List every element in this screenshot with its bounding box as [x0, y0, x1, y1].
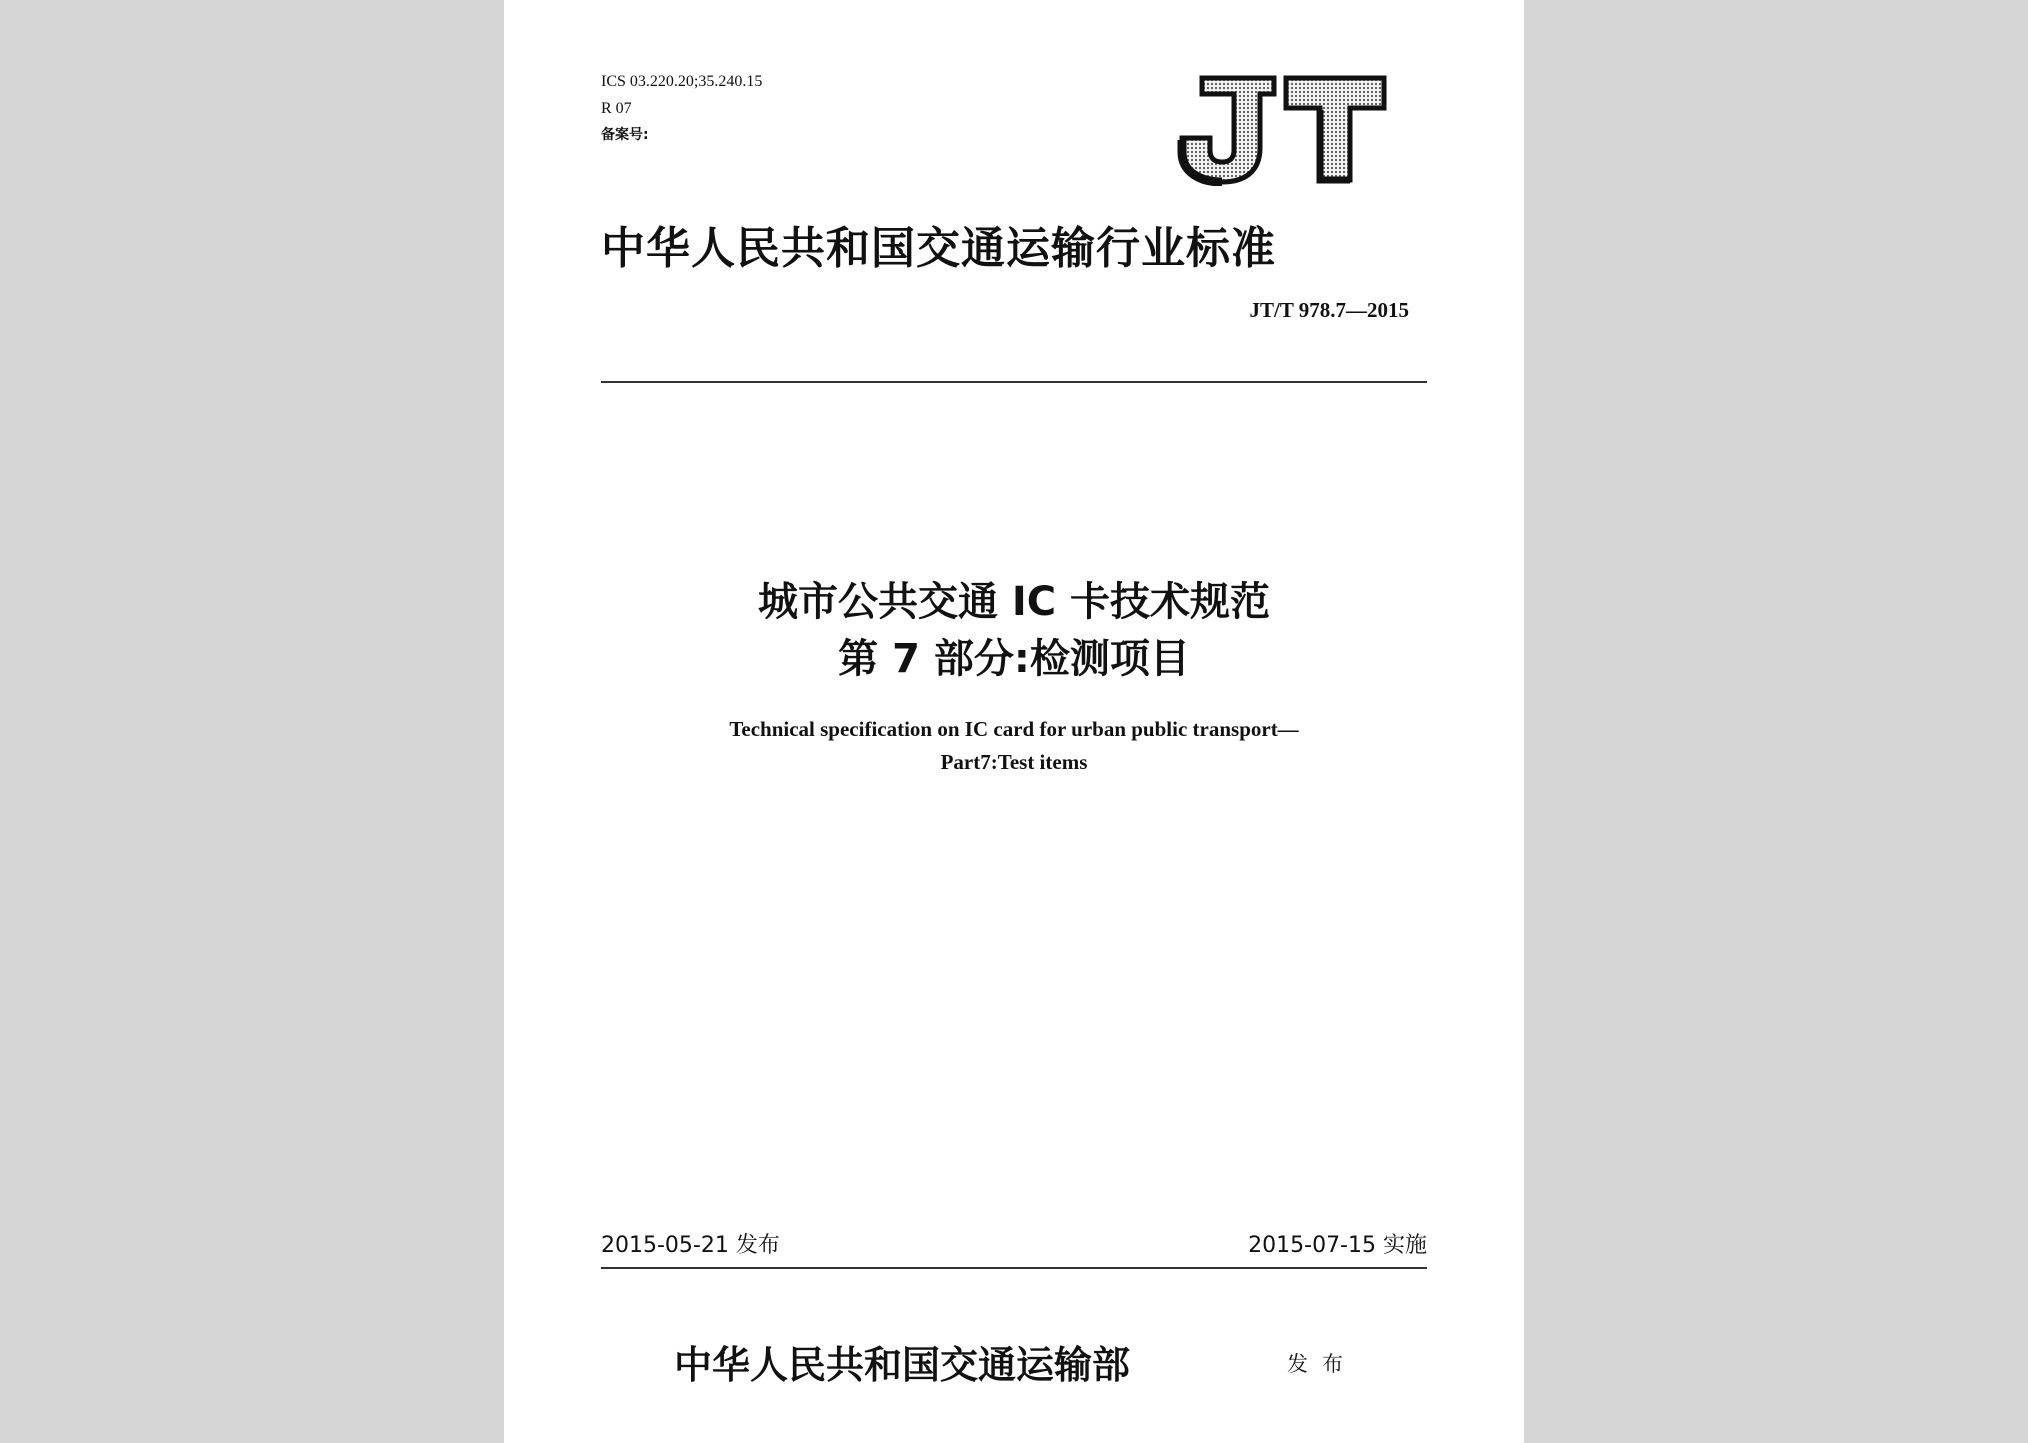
issue-date: 2015-05-21 发布 [601, 1233, 780, 1258]
title-chinese-line-1: 城市公共交通 IC 卡技术规范 [757, 579, 1271, 625]
header-divider [601, 381, 1427, 383]
publish-label: 发布 [1287, 1352, 1357, 1376]
publisher-name: 中华人民共和国交通运输部 [674, 1342, 1131, 1387]
filing-number-label: 备案号: [601, 127, 649, 143]
jt-logo [1174, 70, 1390, 186]
footer-divider [601, 1267, 1427, 1269]
effective-date: 2015-07-15 实施 [1248, 1233, 1427, 1258]
ccs-code: R 07 [601, 100, 632, 117]
issuer-title: 中华人民共和国交通运输行业标准 [601, 223, 1276, 274]
title-english-line-2: Part7:Test items [940, 750, 1088, 774]
standard-number: JT/T 978.7—2015 [1249, 298, 1409, 322]
classification-block [601, 68, 762, 149]
title-chinese-line-2: 第 7 部分:检测项目 [838, 636, 1190, 682]
title-english-line-1: Technical specification on IC card for urban public transport— [729, 717, 1299, 741]
document-page [504, 0, 1524, 1443]
ics-code: ICS 03.220.20;35.240.15 [601, 73, 763, 90]
